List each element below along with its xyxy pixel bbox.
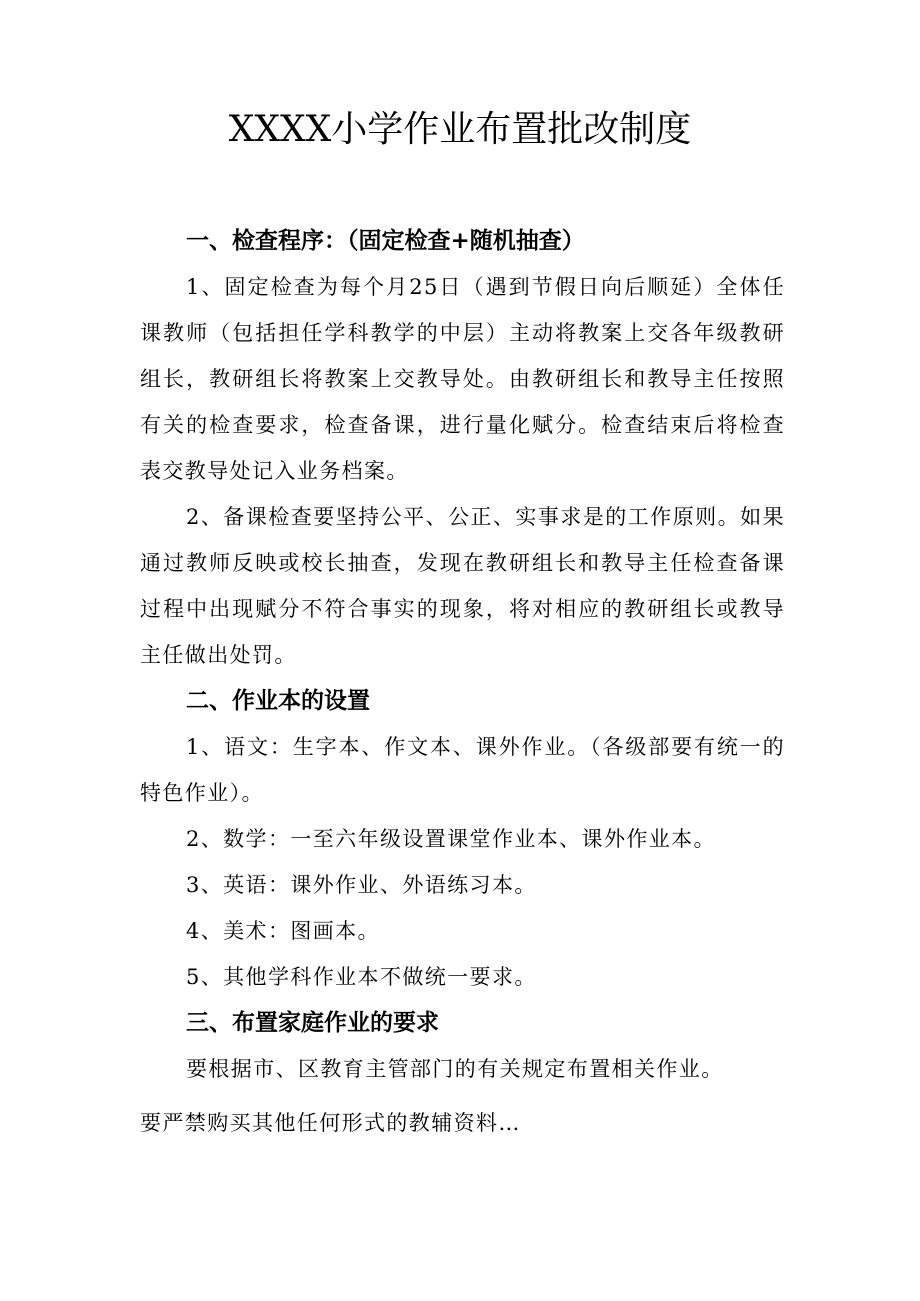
section-inspection-procedure (140, 218, 785, 678)
document-body (140, 218, 785, 1146)
paragraph: 1、固定检查为每个月25日（遇到节假日向后顺延）全体任课教师（包括担任学科教学的中层）主动将教案上交各年级教研组长，教研组长将教案上交教导处。由教研组长和教导主任按照有关的检查要求，检查备课，进行量化赋分。检查结束后将检查表交教导处记入业务档案。 (140, 275, 785, 483)
closing-line: 要严禁购买其他任何形式的教辅资料… (140, 1111, 521, 1135)
section-heading: 三、布置家庭作业的要求 (186, 1010, 439, 1036)
section-heading: 一、检查程序：（固定检查+随机抽查） (186, 228, 585, 254)
paragraph: 1、语文：生字本、作文本、课外作业。（各级部要有统一的特色作业）。 (140, 735, 785, 805)
paragraph: 要根据市、区教育主管部门的有关规定布置相关作业。 (186, 1057, 724, 1081)
paragraph: 2、备课检查要坚持公平、公正、实事求是的工作原则。如果通过教师反映或校长抽查，发现在教研组长和教导主任检查备课过程中出现赋分不符合事实的现象，将对相应的教研组长或教导主任做出处罚。 (140, 505, 785, 667)
paragraph: 5、其他学科作业本不做统一要求。 (186, 965, 537, 989)
section-homework-books (140, 678, 785, 1000)
section-home-assignment-requirements (140, 1000, 785, 1092)
section-heading: 二、作业本的设置 (186, 688, 370, 714)
paragraph: 3、英语：课外作业、外语练习本。 (186, 873, 537, 897)
document-title: XXXX小学作业布置批改制度 (228, 109, 692, 150)
paragraph: 4、美术：图画本。 (186, 919, 380, 943)
paragraph: 2、数学：一至六年级设置课堂作业本、课外作业本。 (186, 827, 716, 851)
